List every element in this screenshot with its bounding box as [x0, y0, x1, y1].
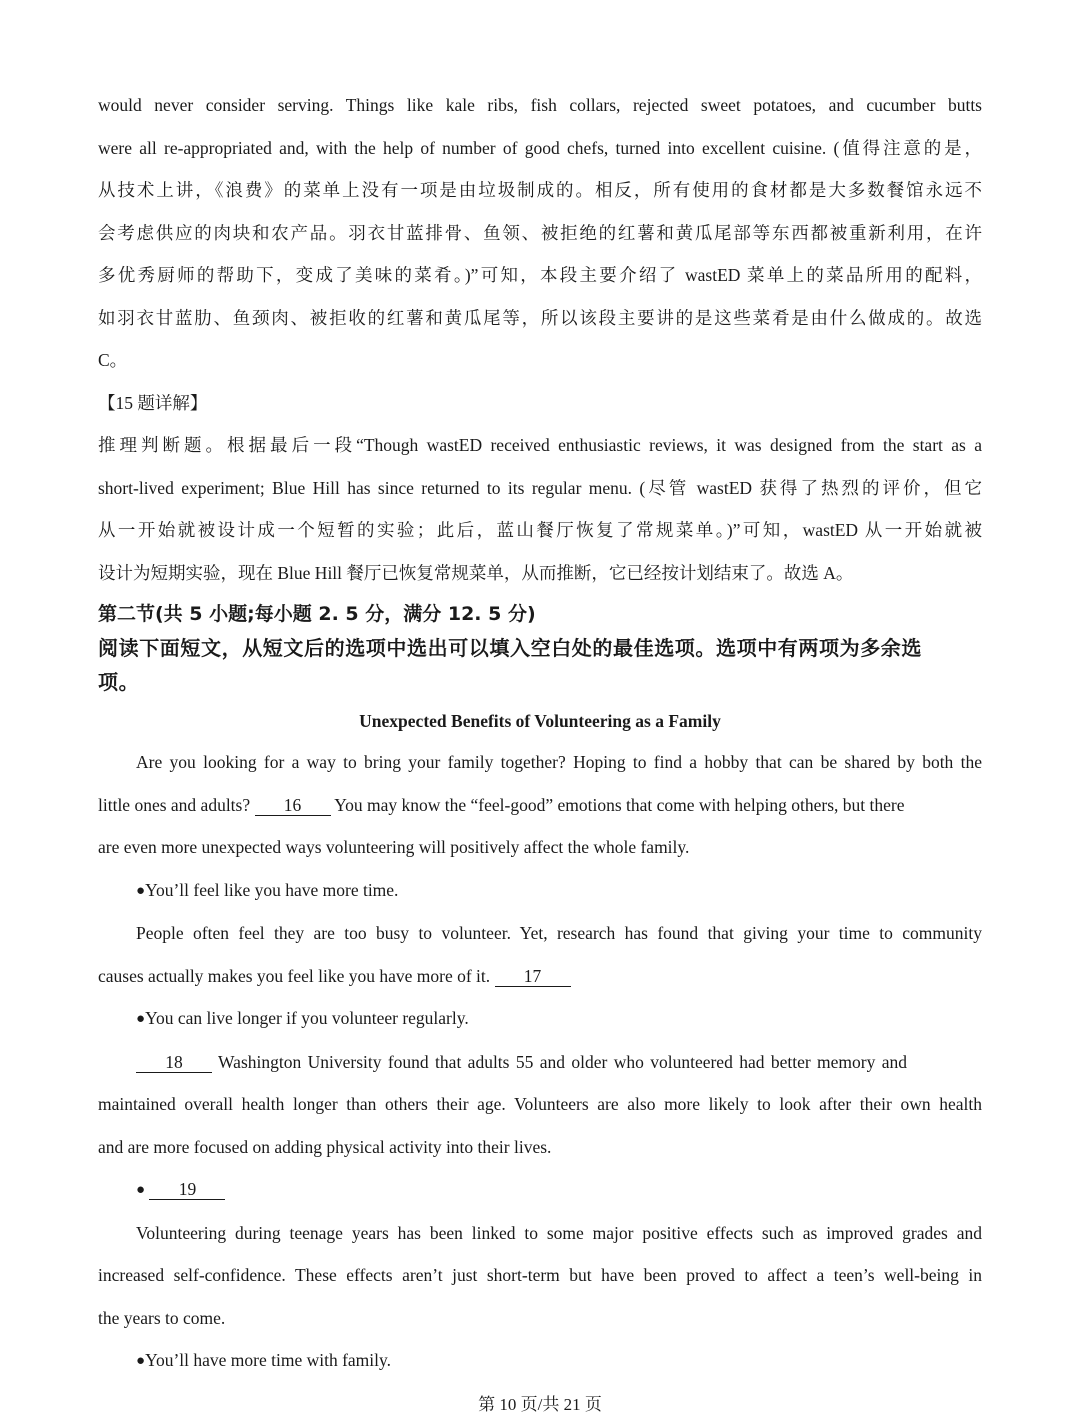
page-footer: 第 10 页/共 21 页	[478, 1395, 602, 1414]
text-span: little ones and adults?	[98, 794, 255, 815]
bullet-text: You can live longer if you volunteer regularly.	[145, 1008, 469, 1028]
text-line: and are more focused on adding physical activity into their lives.	[98, 1136, 552, 1157]
section-instruction: 项。	[98, 670, 140, 694]
blank-19: 19	[149, 1179, 225, 1200]
explanation-15	[98, 382, 982, 595]
text-span: You may know the “feel-good” emotions that come with helping others, but there	[330, 794, 905, 815]
text-line: increased self-confidence. These effects aren’t just short-term but have been proved to affect a teen’s well-being in	[98, 1265, 982, 1285]
bullet-heading	[98, 1339, 982, 1383]
text-line: 从技术上讲，《浪费》的菜单上没有一项是由垃圾制成的。相反，所有使用的食材都是大多数餐馆永远不	[98, 180, 982, 200]
text-line: 设计为短期实验，现在 Blue Hill 餐厅已恢复常规菜单，从而推断，它已经按计划结束了。故选 A。	[98, 562, 854, 583]
text-span: causes actually makes you feel like you have more of it.	[98, 965, 495, 986]
text-line: short-lived experiment; Blue Hill has since returned to its regular menu. (尽管 wastED 获得了热烈的评价，但它	[98, 477, 982, 498]
explanation-heading: 【15 题详解】	[98, 392, 208, 413]
text-line: are even more unexpected ways volunteering will positively affect the whole family.	[98, 837, 690, 857]
bullet-heading	[98, 1168, 982, 1212]
blank-16: 16	[255, 795, 331, 816]
text-line: were all re-appropriated and, with the help of number of good chefs, turned into excellent cuisine. (值得注意的是，	[98, 137, 982, 158]
text-line	[98, 955, 982, 998]
bullet-icon: ●	[136, 1182, 146, 1198]
text-line: the years to come.	[98, 1307, 226, 1328]
bullet-icon: ●	[136, 1011, 146, 1027]
text-line: maintained overall health longer than others their age. Volunteers are also more likely to look after their own health	[98, 1094, 982, 1114]
text-line: Are you looking for a way to bring your family together? Hoping to find a hobby that can be shared by both the	[136, 752, 982, 772]
document-page	[98, 84, 982, 1383]
bullet-heading	[98, 869, 982, 913]
bullet-icon: ●	[136, 1353, 146, 1369]
bullet-heading	[98, 997, 982, 1041]
text-line	[98, 784, 982, 827]
text-line: 推理判断题。根据最后一段“Though wastED received enthusiastic reviews, it was designed from the start as a	[98, 435, 982, 455]
blank-18: 18	[136, 1052, 212, 1073]
text-line: C。	[98, 350, 128, 370]
text-line: People often feel they are too busy to volunteer. Yet, research has found that giving your time to community	[136, 923, 982, 943]
blank-17: 17	[495, 966, 571, 987]
text-line: would never consider serving. Things like kale ribs, fish collars, rejected sweet potatoes, and cucumber butts	[98, 95, 982, 115]
section-instruction: 阅读下面短文，从短文后的选项中选出可以填入空白处的最佳选项。选项中有两项为多余选	[98, 636, 922, 660]
bullet-text: You’ll feel like you have more time.	[145, 879, 399, 900]
text-line: 从一开始就被设计成一个短暂的实验；此后，蓝山餐厅恢复了常规菜单。)”可知，wastED 从一开始就被	[98, 520, 982, 540]
section-title: 第二节(共 5 小题;每小题 2. 5 分，满分 12. 5 分)	[98, 603, 536, 625]
bullet-text: You’ll have more time with family.	[145, 1350, 392, 1370]
bullet-icon: ●	[136, 882, 146, 899]
text-line	[98, 1041, 982, 1084]
text-line: Volunteering during teenage years has been linked to some major positive effects such as improved grades and	[136, 1222, 982, 1243]
text-line: 会考虑供应的肉块和农产品。羽衣甘蓝排骨、鱼领、被拒绝的红薯和黄瓜尾部等东西都被重新利用，在许	[98, 222, 982, 243]
explanation-14	[98, 84, 982, 382]
article-title: Unexpected Benefits of Volunteering as a Family	[359, 711, 721, 731]
text-line: 多优秀厨师的帮助下，变成了美味的菜肴。)”可知，本段主要介绍了 wastED 菜单上的菜品所用的配料，	[98, 265, 982, 285]
text-span: Washington University found that adults 55 and older who volunteered had better memory and	[212, 1051, 908, 1072]
section-2-header	[98, 598, 982, 699]
text-line: 如羽衣甘蓝肋、鱼颈肉、被拒收的红薯和黄瓜尾等，所以该段主要讲的是这些菜肴是由什么做成的。故选	[98, 307, 982, 328]
article	[98, 701, 982, 1383]
